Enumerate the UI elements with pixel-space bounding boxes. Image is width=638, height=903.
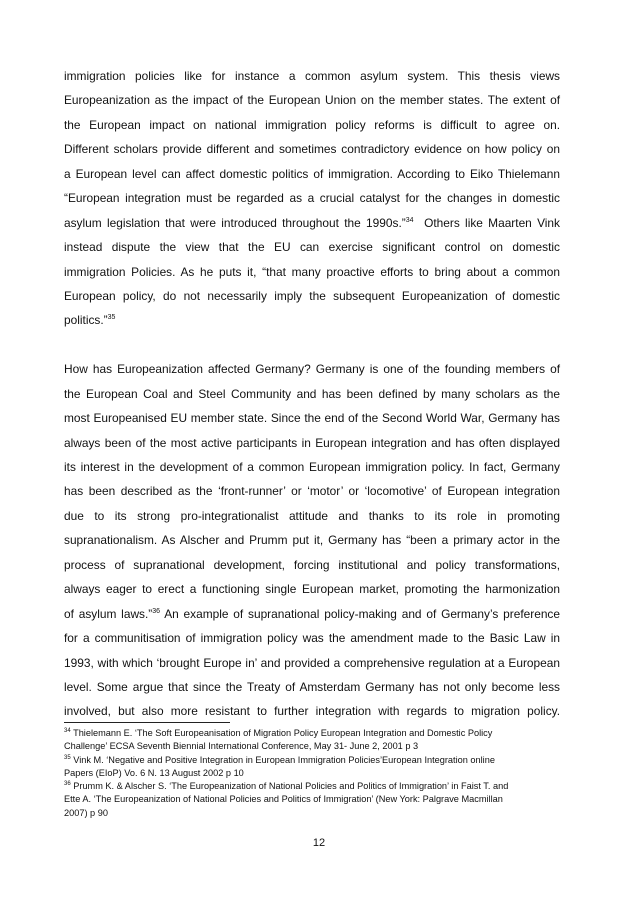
text-line: supranationalism. As Alscher and Prumm put it, Germany has “been a primary actor in the [64,533,560,548]
text-line: the European Coal and Steel Community and has been defined by many scholars as the [64,386,560,401]
text-line: due to its strong pro-integrationalist attitude and thanks to its role in promoting [64,508,560,523]
text-segment: politics.” [64,313,108,328]
text-line [64,308,560,332]
footnote-separator [64,722,230,723]
footnote-36-line: Ette A. ‘The Europeanization of National Policies and Politics of Immigration’ (New York: Palgrave Macmillan [64,794,503,805]
footnote-35-line: Papers (EIoP) Vo. 6 N. 13 August 2002 p 10 [64,767,244,778]
text-line: always been of the most active participants in European integration and has often displayed [64,435,560,450]
text-line: a European level can affect domestic politics of immigration. According to Eiko Thielemann [64,166,560,181]
footnote-number: 36 [64,781,71,788]
text-line: always eager to erect a functioning single European market, promoting the harmonization [64,582,560,597]
text-line: its interest in the development of a common European immigration policy. In fact, Germany [64,460,560,474]
text-segment: Others like Maarten Vink [413,215,560,230]
footnote-34-line [64,727,560,740]
text-line: the European impact on national immigration policy reforms is difficult to agree on. [64,117,560,132]
text-line: process of supranational development, forcing institutional and policy transformations, [64,557,560,572]
footnote-number: 34 [64,727,71,734]
page-number: 12 [312,837,326,849]
text-line: European policy, do not necessarily imply the subsequent Europeanization of domestic [64,288,560,303]
text-segment: An example of supranational policy-making and of Germany’s preference [160,606,560,621]
text-line: “European integration must be regarded as a crucial catalyst for the changes in domestic [64,191,560,206]
text-line: most Europeanised EU member state. Since the end of the Second World War, Germany has [64,411,560,426]
footnote-ref-36[interactable]: 36 [152,607,161,615]
text-segment: asylum legislation that were introduced throughout the 1990s.” [64,215,406,230]
footnote-ref-34[interactable]: 34 [405,216,414,224]
footnote-36-line [64,780,560,793]
text-line [64,602,560,626]
footnote-text: Thielemann E. ‘The Soft Europeanisation of Migration Policy European Integration and Domestic Policy [73,728,493,738]
footnote-text: Prumm K. & Alscher S. ‘The Europeanization of National Policies and Politics of Immigration’ in Faist T. and [73,781,509,792]
text-line: How has Europeanization affected Germany? Germany is one of the founding members of [64,362,560,377]
text-line: level. Some argue that since the Treaty of Amsterdam Germany has not only become less [64,679,560,694]
text-line: instead dispute the view that the EU can exercise significant control on domestic [64,240,560,255]
text-line: involved, but also more resistant to further integration with regards to migration policy. [64,704,560,719]
text-line: immigration Policies. As he puts it, “that many proactive efforts to bring about a common [64,264,560,279]
body-text [64,64,560,724]
text-line: Europeanization as the impact of the European Union on the member states. The extent of [64,93,560,108]
text-line: 1993, with which ‘brought Europe in’ and provided a comprehensive regulation at a European [64,655,560,670]
text-line: has been described as the ‘front-runner’ or ‘motor’ or ‘locomotive’ of European integration [64,484,560,499]
footnote-36-line: 2007) p 90 [64,807,108,818]
footnote-text: Vink M. ‘Negative and Positive Integration in European Immigration Policies’European Integration online [73,754,495,765]
footnotes [64,727,560,820]
text-line: immigration policies like for instance a common asylum system. This thesis views [64,69,560,83]
paragraph-gap [64,333,560,357]
footnote-35-line [64,754,560,767]
text-line: for a communitisation of immigration policy was the amendment made to the Basic Law in [64,631,560,646]
footnote-ref-35[interactable]: 35 [107,314,116,322]
text-line: Different scholars provide different and sometimes contradictory evidence on how policy on [64,142,560,157]
footnote-34-line: Challenge’ ECSA Seventh Biennial International Conference, May 31- June 2, 2001 p 3 [64,741,419,752]
text-segment: of asylum laws.” [64,606,153,621]
footnote-number: 35 [64,754,71,761]
text-line [64,211,560,235]
